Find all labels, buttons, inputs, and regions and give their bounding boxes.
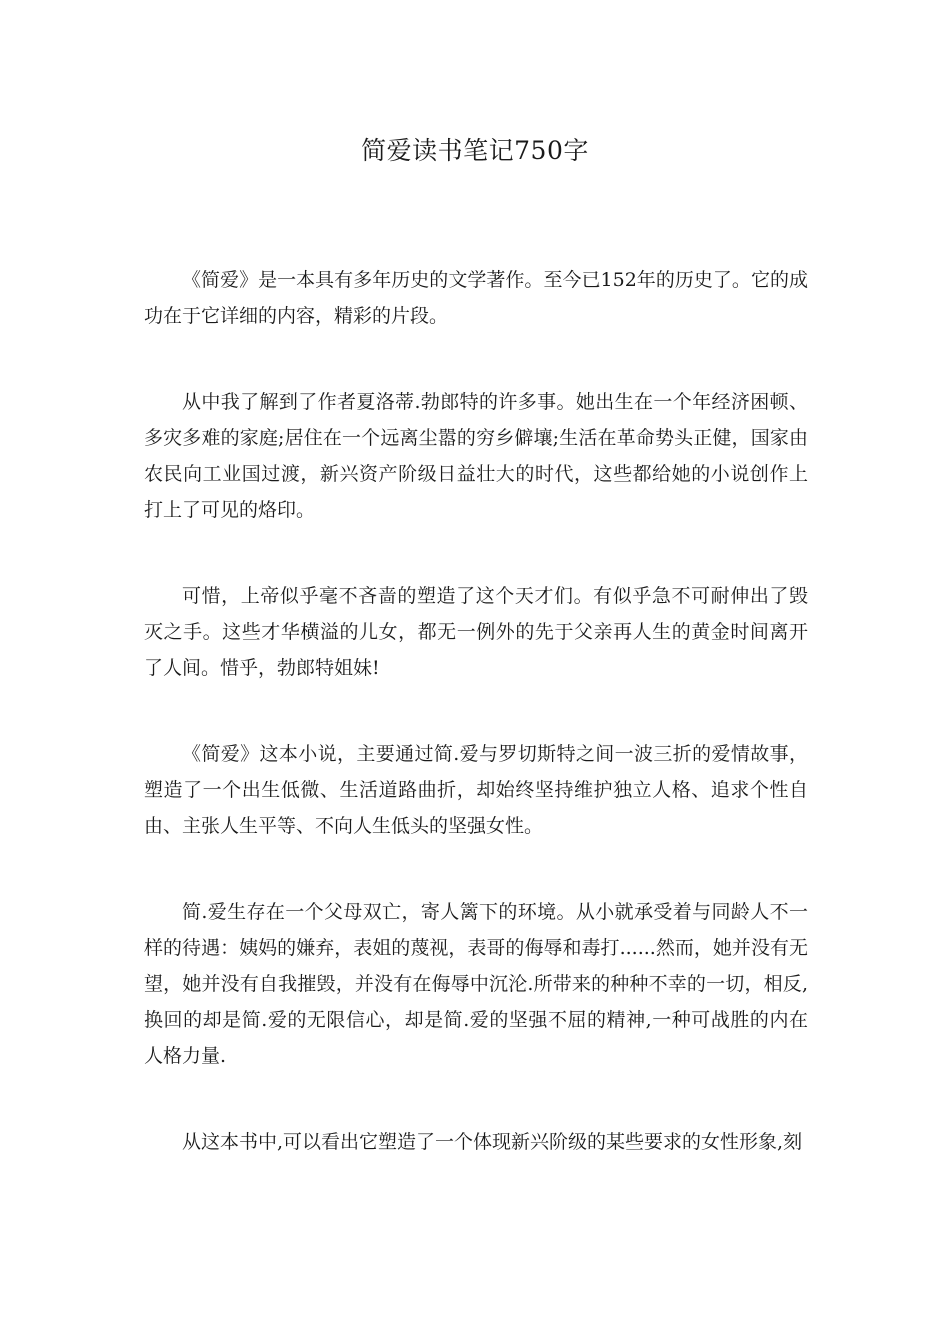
document-body [144,262,808,1210]
document-title: 简爱读书笔记750字 [361,136,589,165]
paragraph-5: 简.爱生存在一个父母双亡，寄人篱下的环境。从小就承受着与同龄人不一样的待遇：姨妈的嫌弃，表姐的蔑视，表哥的侮辱和毒打......然而，她并没有无望，她并没有自我摧毁，并没有在侮辱中沉沦.所带来的种种不幸的一切，相反,换回的却是简.爱的无限信心，却是简.爱的坚强不屈的精神,一种可战胜的内在人格力量. [144,901,808,1067]
paragraph-6: 从这本书中,可以看出它塑造了一个体现新兴阶级的某些要求的女性形象,刻 [182,1131,803,1153]
paragraph-4: 《简爱》这本小说，主要通过简.爱与罗切斯特之间一波三折的爱情故事，塑造了一个出生低微、生活道路曲折，却始终坚持维护独立人格、追求个性自由、主张人生平等、不向人生低头的坚强女性。 [144,743,808,837]
paragraph-3: 可惜，上帝似乎毫不吝啬的塑造了这个天才们。有似乎急不可耐伸出了毁灭之手。这些才华横溢的儿女，都无一例外的先于父亲再人生的黄金时间离开了人间。惜乎，勃郎特姐妹! [144,585,808,679]
paragraph-1: 《简爱》是一本具有多年历史的文学著作。至今已152年的历史了。它的成功在于它详细的内容，精彩的片段。 [144,269,808,327]
paragraph-2: 从中我了解到了作者夏洛蒂.勃郎特的许多事。她出生在一个年经济困顿、多灾多难的家庭;居住在一个远离尘嚣的穷乡僻壤;生活在革命势头正健，国家由农民向工业国过渡，新兴资产阶级日益壮大的时代，这些都给她的小说创作上打上了可见的烙印。 [144,391,808,521]
